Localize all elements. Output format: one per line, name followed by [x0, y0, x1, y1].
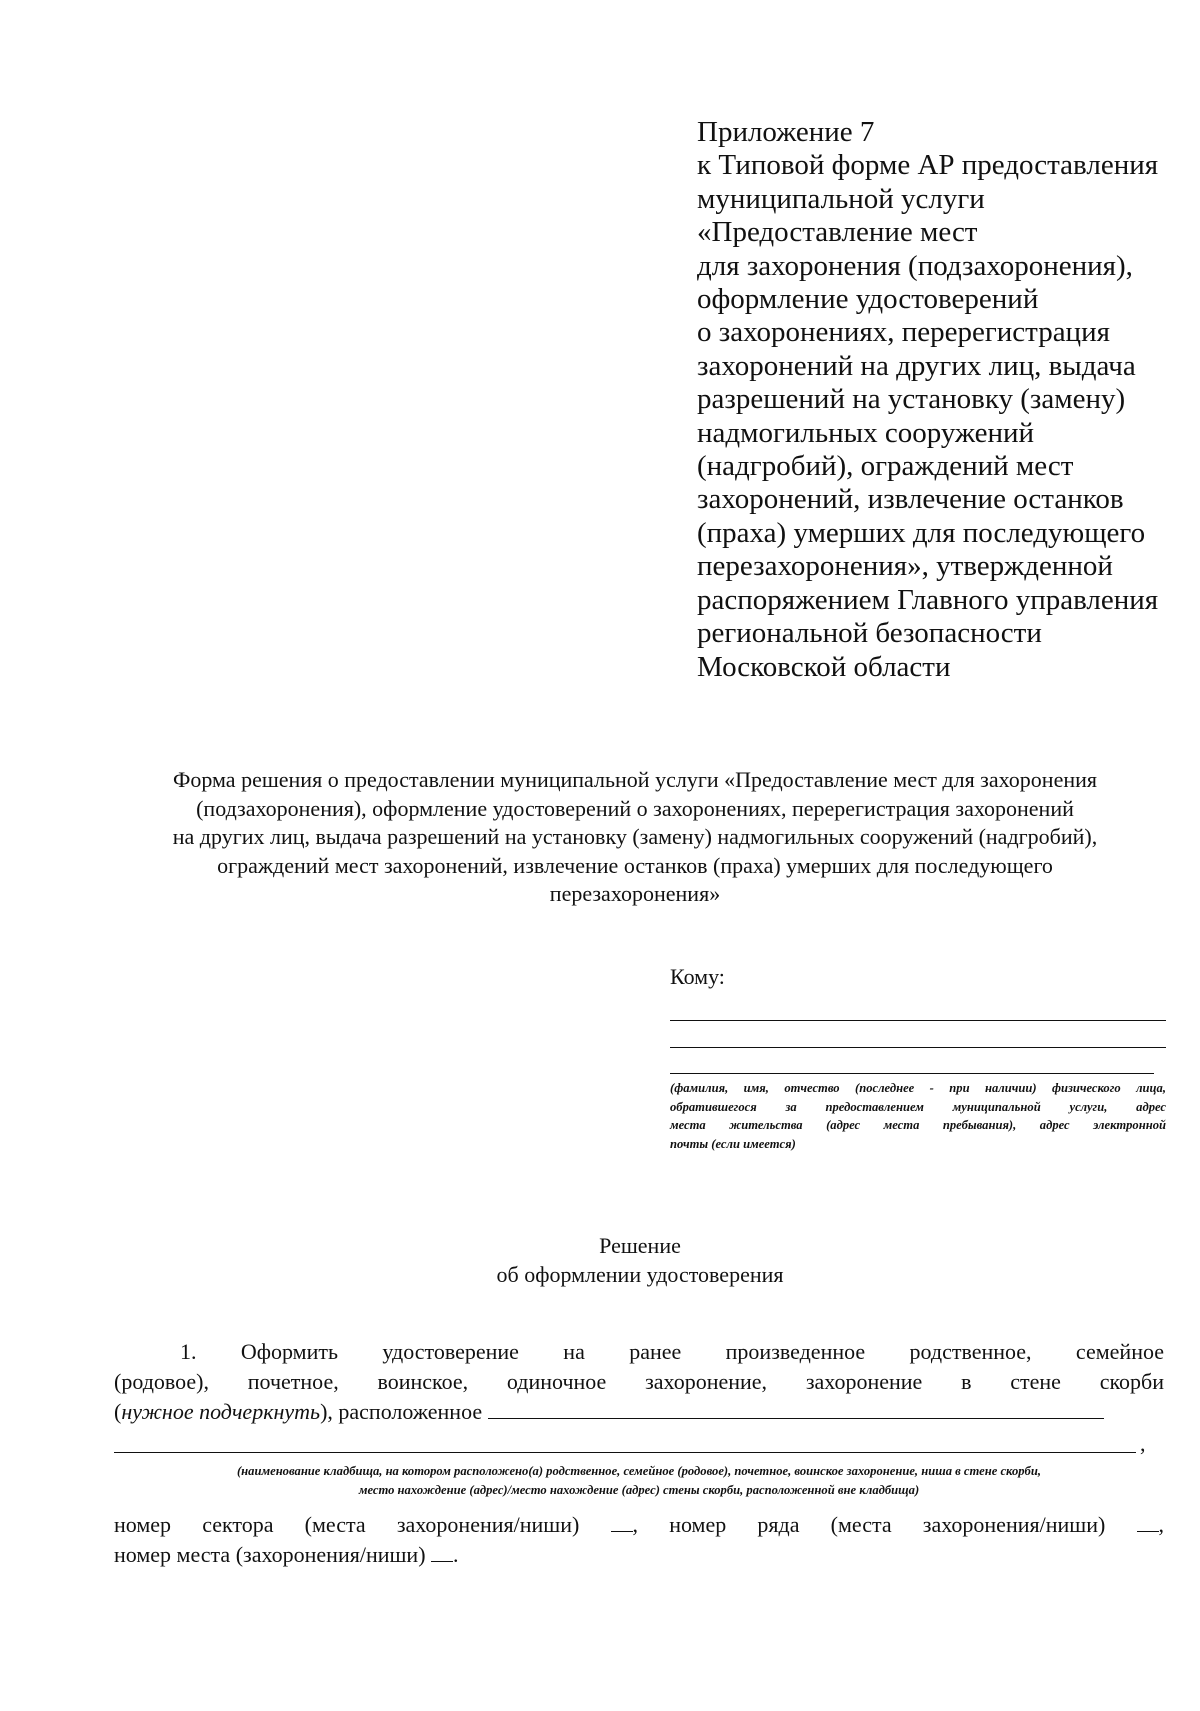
form-title	[110, 766, 1160, 909]
appendix-line: захоронений на других лиц, выдача	[697, 349, 1136, 382]
sector-label: номер сектора (места захоронения/ниши)	[114, 1512, 580, 1537]
recipient-label: Кому:	[670, 964, 725, 989]
place-label: номер места (захоронения/ниши)	[114, 1542, 426, 1567]
recipient-fill-line	[670, 1047, 1166, 1048]
appendix-line: надмогильных сооружений	[697, 416, 1035, 449]
form-title-line: (подзахоронения), оформление удостоверений о захоронениях, перерегистрация захоронений	[196, 795, 1074, 821]
form-title-line: на других лиц, выдача разрешений на установку (замену) надмогильных сооружений (надгробий),	[172, 824, 1098, 849]
paragraph-1	[114, 1337, 1164, 1427]
appendix-line: для захоронения (подзахоронения),	[697, 249, 1133, 282]
appendix-line: муниципальной услуги	[697, 182, 985, 215]
appendix-line: (надгробий), ограждений мест	[697, 450, 1074, 483]
form-title-line: ограждений мест захоронений, извлечение останков (праха) умерших для последующего	[217, 852, 1053, 878]
trailing-comma: ,	[1140, 1431, 1146, 1456]
recipient-note-line: (фамилия, имя, отчество (последнее - при наличии) физического лица,	[670, 1081, 1166, 1095]
recipient-note-line: почты (если имеется)	[670, 1136, 796, 1151]
appendix-line: перезахоронения», утвержденной	[697, 550, 1113, 583]
row-blank	[1137, 1513, 1159, 1532]
cemetery-note	[114, 1462, 1164, 1499]
paragraph-line: (родовое), почетное, воинское, одиночное захоронение, захоронение в стене скорби	[114, 1369, 1164, 1394]
paren-open: (	[114, 1399, 122, 1424]
row-label: , номер ряда (места захоронения/ниши)	[632, 1512, 1106, 1537]
cemetery-note-line: (наименование кладбища, на котором расположено(а) родственное, семейное (родовое), почетное, воинское захоронение, ниша в стене скорби,	[236, 1464, 1041, 1478]
recipient-block	[670, 963, 1166, 1151]
form-title-line: Форма решения о предоставлении муниципальной услуги «Предоставление мест для захоронения	[172, 767, 1098, 792]
recipient-fill-line	[670, 1020, 1166, 1021]
form-title-line: перезахоронения»	[549, 881, 721, 906]
appendix-line: разрешений на установку (замену)	[697, 383, 1126, 416]
appendix-line: региональной безопасности	[697, 617, 1042, 650]
paragraph-line: 1. Оформить удостоверение на ранее произведенное родственное, семейное	[180, 1339, 1164, 1364]
place-end: .	[453, 1542, 459, 1567]
appendix-line: захоронений, извлечение останков	[697, 483, 1124, 516]
place-blank	[431, 1543, 453, 1562]
decision-heading	[200, 1232, 1080, 1289]
appendix-block	[697, 116, 1177, 684]
appendix-line: (праха) умерших для последующего	[697, 516, 1146, 549]
numbers-line	[114, 1540, 1164, 1570]
located-text: ), расположенное	[320, 1399, 483, 1424]
row-end: ,	[1158, 1512, 1164, 1537]
appendix-line: Приложение 7	[697, 116, 875, 148]
paragraph-line-with-blank	[114, 1397, 1164, 1427]
cemetery-fill-line	[114, 1452, 1136, 1453]
appendix-line: «Предоставление мест	[697, 216, 978, 249]
sector-blank	[611, 1513, 633, 1532]
decision-title: Решение	[599, 1233, 681, 1258]
appendix-line: о захоронениях, перерегистрация	[697, 316, 1110, 349]
appendix-line: распоряжением Главного управления	[697, 583, 1159, 616]
appendix-line: оформление удостоверений	[697, 283, 1039, 316]
underline-hint: нужное подчеркнуть	[121, 1399, 321, 1424]
cemetery-note-line: место нахождение (адрес)/место нахождение (адрес) стены скорби, расположенной вне кладбища)	[358, 1482, 920, 1497]
appendix-line: Московской области	[697, 650, 951, 683]
recipient-fill-line	[670, 1073, 1154, 1074]
decision-subtitle: об оформлении удостоверения	[496, 1261, 784, 1287]
location-fill-line	[488, 1400, 1104, 1419]
recipient-note	[670, 1079, 1166, 1153]
appendix-line: к Типовой форме АР предоставления	[697, 149, 1159, 182]
recipient-note-line: обратившегося за предоставлением муниципальной услуги, адрес	[670, 1099, 1166, 1114]
numbers-line	[114, 1510, 1164, 1540]
recipient-note-line: места жительства (адрес места пребывания), адрес электронной	[670, 1118, 1166, 1133]
burial-numbers	[114, 1510, 1164, 1570]
